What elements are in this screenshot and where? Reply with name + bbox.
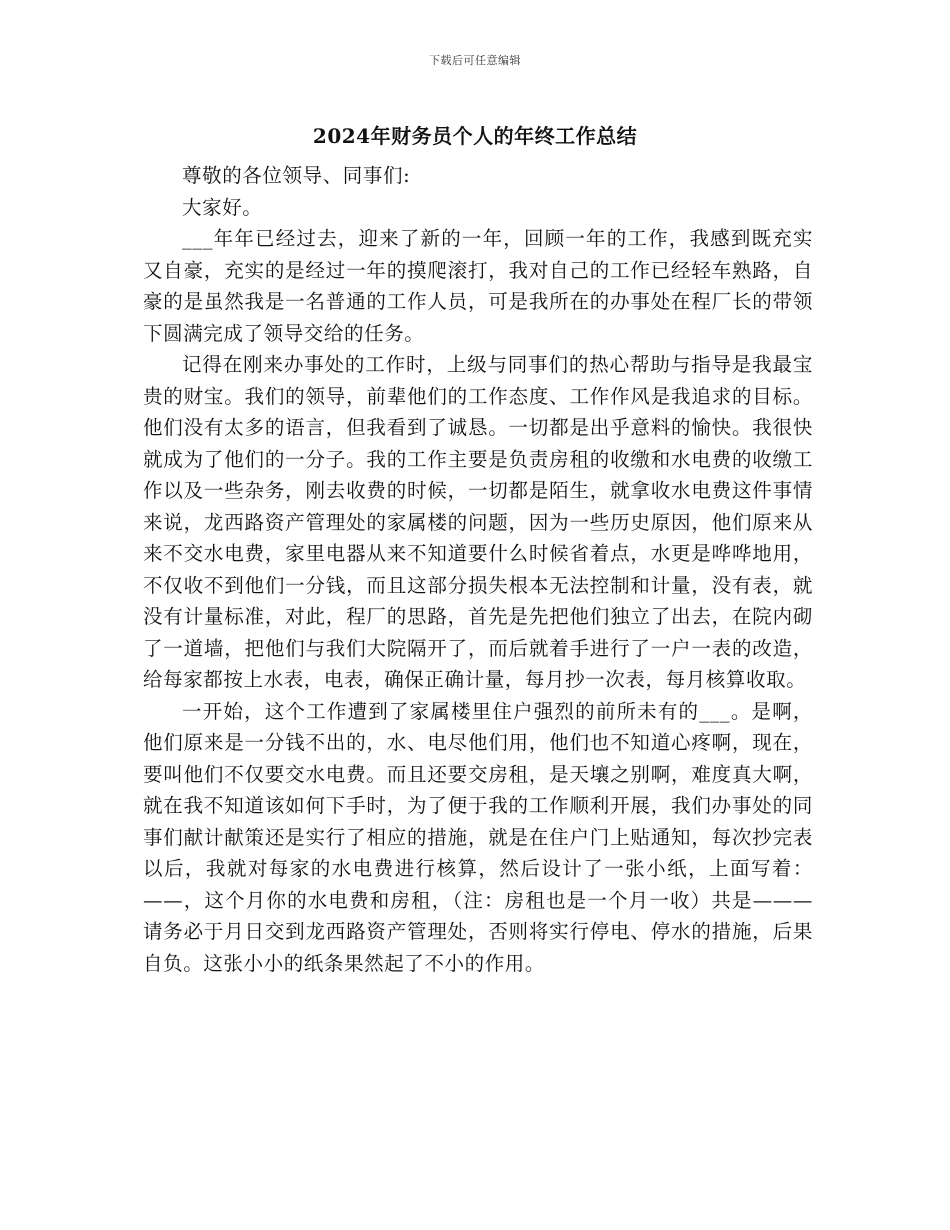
paragraph-memories: 记得在刚来办事处的工作时，上级与同事们的热心帮助与指导是我最宝贵的财宝。我们的领导，前辈他们的工作态度、工作作风是我追求的目标。他们没有太多的语言，但我看到了诚恳。一切都是出乎意料的愉快。我很快就成为了他们的一分子。我的工作主要是负责房租的收缴和水电费的收缴工作以及一些杂务，刚去收费的时候，一切都是陌生，就拿收水电费这件事情来说，龙西路资产管理处的家属楼的问题，因为一些历史原因，他们原来从来不交水电费，家里电器从来不知道要什么时候省着点，水更是哗哗地用，不仅收不到他们一分钱，而且这部分损失根本无法控制和计量，没有表，就没有计量标准，对此，程厂的思路，首先是先把他们独立了出去，在院内砌了一道墙，把他们与我们大院隔开了，而后就着手进行了一户一表的改造，给每家都按上水表，电表，确保正确计量，每月抄一次表，每月核算收取。 [143,353,813,691]
document-body [143,160,813,979]
document-title: 2024年财务员个人的年终工作总结 [312,124,638,148]
header-note: 下载后可任意编辑 [429,54,521,67]
greeting: 大家好。 [182,195,263,219]
paragraph-challenges: 一开始，这个工作遭到了家属楼里住户强烈的前所未有的___。是啊，他们原来是一分钱不出的，水、电尽他们用，他们也不知道心疼啊，现在，要叫他们不仅要交水电费。而且还要交房租，是天壤之别啊，难度真大啊，就在我不知道该如何下手时，为了便于我的工作顺利开展，我们办事处的同事们献计献策还是实行了相应的措施，就是在住户门上贴通知，每次抄完表以后，我就对每家的水电费进行核算，然后设计了一张小纸，上面写着：——，这个月你的水电费和房租，（注：房租也是一个月一收）共是———请务必于月日交到龙西路资产管理处，否则将实行停电、停水的措施，后果自负。这张小小的纸条果然起了不小的作用。 [143,699,813,975]
paragraph-intro: ___年年已经过去，迎来了新的一年，回顾一年的工作，我感到既充实又自豪，充实的是经过一年的摸爬滚打，我对自己的工作已经轻车熟路，自豪的是虽然我是一名普通的工作人员，可是我所在的办事处在程厂长的带领下圆满完成了领导交给的任务。 [143,227,813,345]
salutation: 尊敬的各位领导、同事们: [182,164,411,187]
